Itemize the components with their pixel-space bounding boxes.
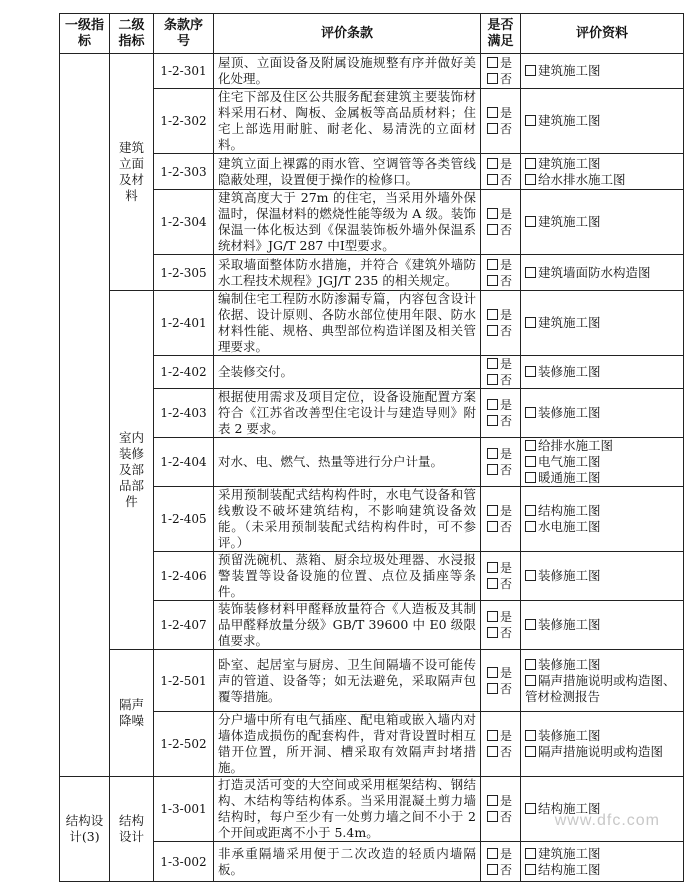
material-label: 建筑施工图 [538,63,601,78]
checkbox-no[interactable] [487,681,516,697]
material-label: 结构施工图 [538,861,601,877]
checkbox-square-icon[interactable] [487,464,498,475]
material-label: 给排水施工图 [538,438,614,453]
material-label: 暖通施工图 [538,470,601,485]
checkbox-label: 否 [500,223,513,237]
checkbox-no[interactable] [487,172,516,188]
checkbox-square-icon[interactable] [525,570,536,581]
material-item[interactable] [525,315,679,331]
checkbox-square-icon[interactable] [487,107,498,118]
material-label: 装修施工图 [538,568,601,583]
material-label: 给水排水施工图 [538,171,626,187]
table-row [60,650,684,712]
material-item[interactable] [525,617,679,633]
materials-cell [521,438,684,487]
checkbox-yes[interactable] [487,257,516,273]
clause-text: 建筑立面上裸露的雨水管、空调管等各类管线隐蔽处理，设置便于操作的检修口。 [214,154,481,190]
checkbox-label: 否 [500,172,513,187]
material-item[interactable] [525,519,679,535]
checkbox-label: 否 [500,122,513,136]
checkbox-no[interactable] [487,121,516,137]
material-item[interactable] [525,846,679,862]
checkbox-square-icon[interactable] [525,216,536,227]
checkbox-square-icon[interactable] [487,683,498,694]
materials-cell [521,712,684,777]
material-label: 建筑墙面防水构造图 [538,264,651,280]
checkbox-label: 否 [500,626,513,640]
checkbox-label: 否 [500,273,513,288]
material-item[interactable] [525,63,679,79]
satisfied-cell [481,842,521,882]
satisfied-cell [481,89,521,154]
materials-cell [521,842,684,882]
table-row [60,712,684,777]
material-item[interactable] [525,744,679,760]
material-item[interactable] [525,470,679,486]
material-label: 装修施工图 [538,617,601,632]
checkbox-square-icon[interactable] [525,158,536,169]
clause-code: 1-2-301 [154,54,214,89]
checkbox-square-icon[interactable] [487,224,498,235]
checkbox-square-icon[interactable] [525,803,536,814]
satisfied-cell [481,54,521,89]
checkbox-no[interactable] [487,744,516,760]
table-row [60,487,684,552]
checkbox-square-icon[interactable] [525,267,536,278]
checkbox-yes[interactable] [487,356,516,372]
checkbox-label: 是 [500,106,513,120]
satisfied-cell [481,154,521,190]
checkbox-square-icon[interactable] [525,115,536,126]
clause-text: 卧室、起居室与厨房、卫生间隔墙不设可能传声的管道、设备等；如无法避免，采取隔声包覆等措施。 [214,650,481,712]
material-item[interactable] [525,862,679,878]
checkbox-yes[interactable] [487,55,516,71]
checkbox-yes[interactable] [487,503,516,519]
checkbox-square-icon[interactable] [525,848,536,859]
materials-cell [521,356,684,389]
checkbox-square-icon[interactable] [487,73,498,84]
satisfied-cell [481,255,521,291]
material-label: 建筑施工图 [538,155,601,171]
checkbox-square-icon[interactable] [487,374,498,385]
checkbox-square-icon[interactable] [487,627,498,638]
checkbox-square-icon[interactable] [525,659,536,670]
checkbox-square-icon[interactable] [487,521,498,532]
checkbox-label: 是 [500,257,513,272]
material-label: 装修施工图 [538,364,601,379]
checkbox-square-icon[interactable] [487,358,498,369]
checkbox-label: 否 [500,463,513,477]
clause-code: 1-2-303 [154,154,214,190]
checkbox-yes[interactable] [487,156,516,172]
checkbox-label: 否 [500,810,513,824]
material-label: 建筑施工图 [538,214,601,229]
checkbox-yes[interactable] [487,560,516,576]
checkbox-square-icon[interactable] [487,123,498,134]
clause-code: 1-3-001 [154,777,214,842]
checkbox-yes[interactable] [487,446,516,462]
checkbox-square-icon[interactable] [487,325,498,336]
checkbox-no[interactable] [487,222,516,238]
table-row [60,389,684,438]
checkbox-square-icon[interactable] [487,57,498,68]
clause-code: 1-2-401 [154,291,214,356]
materials-cell [521,54,684,89]
table-row [60,356,684,389]
checkbox-no[interactable] [487,413,516,429]
clause-text: 非承重隔墙采用便于二次改造的轻质内墙隔板。 [214,842,481,882]
materials-cell [521,487,684,552]
checkbox-no[interactable] [487,372,516,388]
header-materials: 评价资料 [521,14,684,54]
checkbox-square-icon[interactable] [525,440,536,451]
materials-cell [521,389,684,438]
material-item[interactable] [525,728,679,744]
checkbox-square-icon[interactable] [487,259,498,270]
materials-cell [521,601,684,650]
satisfied-cell [481,487,521,552]
checkbox-square-icon[interactable] [525,730,536,741]
checkbox-square-icon[interactable] [525,521,536,532]
checkbox-label: 是 [500,308,513,322]
checkbox-square-icon[interactable] [525,65,536,76]
material-item[interactable] [525,673,679,705]
checkbox-square-icon[interactable] [487,174,498,185]
material-item[interactable] [525,113,679,129]
clause-code: 1-3-002 [154,842,214,882]
checkbox-square-icon[interactable] [487,208,498,219]
checkbox-label: 是 [500,504,513,518]
material-label: 建筑施工图 [538,113,601,128]
header-level1: 一级指标 [60,14,110,54]
clause-text: 全装修交付。 [214,356,481,389]
group-structure: 结构设计 [110,777,154,882]
material-item[interactable] [525,265,679,281]
satisfied-cell [481,552,521,601]
material-item[interactable] [525,172,679,188]
satisfied-cell [481,777,521,842]
material-item[interactable] [525,156,679,172]
table-row [60,255,684,291]
checkbox-label: 是 [500,207,513,221]
table-row [60,438,684,487]
clause-text: 装饰装修材料甲醛释放量符合《人造板及其制品甲醛释放量分级》GB/T 39600 中 E0 级限值要求。 [214,601,481,650]
checkbox-yes[interactable] [487,728,516,744]
watermark: www.dfc.com [554,812,660,829]
table-row [60,89,684,154]
checkbox-label: 否 [500,681,513,696]
checkbox-no[interactable] [487,273,516,289]
material-item[interactable] [525,214,679,230]
satisfied-cell [481,389,521,438]
checkbox-no[interactable] [487,71,516,87]
checkbox-label: 否 [500,745,513,759]
satisfied-cell [481,190,521,255]
clause-code: 1-2-407 [154,601,214,650]
material-label: 建筑施工图 [538,845,601,861]
checkbox-square-icon[interactable] [487,505,498,516]
material-item[interactable] [525,568,679,584]
checkbox-square-icon[interactable] [487,275,498,286]
checkbox-yes[interactable] [487,307,516,323]
checkbox-no[interactable] [487,519,516,535]
materials-cell [521,154,684,190]
evaluation-table [59,13,684,882]
checkbox-no[interactable] [487,809,516,825]
checkbox-no[interactable] [487,576,516,592]
clause-code: 1-2-404 [154,438,214,487]
checkbox-label: 否 [500,324,513,338]
material-label: 电气施工图 [538,454,601,469]
material-label: 结构施工图 [538,801,601,816]
checkbox-label: 否 [500,72,513,86]
checkbox-yes[interactable] [487,397,516,413]
checkbox-label: 是 [500,447,513,461]
checkbox-square-icon[interactable] [525,864,536,875]
checkbox-square-icon[interactable] [487,309,498,320]
checkbox-label: 是 [500,357,513,371]
satisfied-cell [481,438,521,487]
clause-text: 打造灵活可变的大空间或采用框架结构、钢结构、木结构等结构体系。当采用混凝土剪力墙结构时，每户至少有一处剪力墙之间不小于 2 个开间或距离不小于 5.4m。 [214,777,481,842]
satisfied-cell [481,291,521,356]
checkbox-square-icon[interactable] [487,730,498,741]
checkbox-label: 是 [500,610,513,624]
checkbox-square-icon[interactable] [525,366,536,377]
table-row [60,190,684,255]
clause-text: 建筑高度大于 27m 的住宅，当采用外墙外保温时，保温材料的燃烧性能等级为 A 级。装饰保温一体化板达到《保温装饰板外墙外保温系统材料》JG/T 287 中Ⅰ型要求。 [214,190,481,255]
table-row [60,291,684,356]
checkbox-square-icon[interactable] [525,505,536,516]
checkbox-yes[interactable] [487,105,516,121]
checkbox-square-icon[interactable] [487,399,498,410]
material-label: 结构施工图 [538,503,601,518]
materials-cell [521,291,684,356]
checkbox-square-icon[interactable] [525,317,536,328]
header-satisfied: 是否满足 [481,14,521,54]
group-building-facade: 建筑立面及材料 [110,54,154,291]
clause-text: 根据使用需求及项目定位，设备设施配置方案符合《江苏省改善型住宅设计与建造导则》附表 2 要求。 [214,389,481,438]
checkbox-square-icon[interactable] [525,675,536,686]
checkbox-no[interactable] [487,625,516,641]
checkbox-square-icon[interactable] [525,456,536,467]
level1-cell [60,54,110,777]
checkbox-square-icon[interactable] [525,746,536,757]
checkbox-square-icon[interactable] [487,158,498,169]
table-row [60,552,684,601]
clause-code: 1-2-502 [154,712,214,777]
checkbox-yes[interactable] [487,665,516,681]
checkbox-square-icon[interactable] [487,415,498,426]
checkbox-yes[interactable] [487,793,516,809]
material-item[interactable] [525,454,679,470]
checkbox-label: 是 [500,729,513,743]
checkbox-square-icon[interactable] [525,619,536,630]
table-row [60,842,684,882]
checkbox-yes[interactable] [487,846,516,862]
checkbox-label: 是 [500,846,513,861]
checkbox-no[interactable] [487,862,516,878]
satisfied-cell [481,601,521,650]
checkbox-label: 否 [500,577,513,591]
table-row [60,54,684,89]
checkbox-square-icon[interactable] [487,848,498,859]
checkbox-square-icon[interactable] [487,611,498,622]
material-label: 隔声措施说明或构造图 [538,744,664,759]
table-row [60,154,684,190]
material-label: 水电施工图 [538,519,601,534]
checkbox-square-icon[interactable] [525,174,536,185]
satisfied-cell [481,712,521,777]
material-label: 建筑施工图 [538,315,601,330]
checkbox-square-icon[interactable] [487,795,498,806]
checkbox-square-icon[interactable] [487,578,498,589]
checkbox-label: 是 [500,794,513,808]
checkbox-square-icon[interactable] [525,472,536,483]
checkbox-yes[interactable] [487,206,516,222]
clause-text: 分户墙中所有电气插座、配电箱或嵌入墙内对墙体造成损伤的配套构件，背对背设置时相互错开位置，所开洞、槽采取有效隔声封堵措施。 [214,712,481,777]
materials-cell [521,89,684,154]
checkbox-label: 是 [500,156,513,171]
clause-text: 采用预制装配式结构构件时，水电气设备和管线敷设不破坏建筑结构，不影响建筑设备效能。（未采用预制装配式结构构件时，可不参评。） [214,487,481,552]
satisfied-cell [481,356,521,389]
material-item[interactable] [525,405,679,421]
clause-text: 编制住宅工程防水防渗漏专篇，内容包含设计依据、设计原则、各防水部位使用年限、防水材料性能、规格、典型部位构造详图及相关管理要求。 [214,291,481,356]
materials-cell [521,650,684,712]
header-row [60,14,684,54]
checkbox-square-icon[interactable] [525,407,536,418]
checkbox-no[interactable] [487,462,516,478]
header-level2: 二级指标 [110,14,154,54]
material-item[interactable] [525,503,679,519]
clause-code: 1-2-501 [154,650,214,712]
table-row [60,601,684,650]
group-interior: 室内装修及部品部件 [110,291,154,650]
checkbox-label: 否 [500,373,513,387]
materials-cell [521,190,684,255]
clause-code: 1-2-403 [154,389,214,438]
clause-text: 采取墙面整体防水措施，并符合《建筑外墙防水工程技术规程》JGJ/T 235 的相关规定。 [214,255,481,291]
clause-code: 1-2-305 [154,255,214,291]
material-item[interactable] [525,364,679,380]
material-label: 隔声措施说明或构造图、管材检测报告 [525,672,676,704]
checkbox-square-icon[interactable] [487,746,498,757]
checkbox-square-icon[interactable] [487,562,498,573]
checkbox-square-icon[interactable] [487,667,498,678]
clause-code: 1-2-402 [154,356,214,389]
clause-text: 住宅下部及住区公共服务配套建筑主要装饰材料采用石材、陶板、金属板等高品质材料；住宅上部选用耐脏、耐老化、易清洗的立面材料。 [214,89,481,154]
header-clause: 评价条款 [214,14,481,54]
group-sound-insulation: 隔声降噪 [110,650,154,777]
checkbox-label: 否 [500,414,513,428]
clause-code: 1-2-406 [154,552,214,601]
clause-text: 屋顶、立面设备及附属设施规整有序并做好美化处理。 [214,54,481,89]
material-item[interactable] [525,657,679,673]
clause-text: 预留洗碗机、蒸箱、厨余垃圾处理器、水浸报警装置等设备设施的位置、点位及插座等条件。 [214,552,481,601]
header-code: 条款序号 [154,14,214,54]
table-row [60,777,684,842]
material-label: 装修施工图 [538,656,601,672]
checkbox-no[interactable] [487,323,516,339]
checkbox-label: 否 [500,862,513,877]
checkbox-square-icon[interactable] [487,811,498,822]
checkbox-label: 是 [500,561,513,575]
material-label: 装修施工图 [538,728,601,743]
clause-code: 1-2-405 [154,487,214,552]
clause-code: 1-2-302 [154,89,214,154]
checkbox-label: 否 [500,520,513,534]
material-item[interactable] [525,438,679,454]
material-label: 装修施工图 [538,405,601,420]
materials-cell [521,255,684,291]
clause-code: 1-2-304 [154,190,214,255]
checkbox-label: 是 [500,665,513,680]
checkbox-yes[interactable] [487,609,516,625]
level1-structure: 结构设计(3) [60,777,110,882]
satisfied-cell [481,650,521,712]
checkbox-square-icon[interactable] [487,448,498,459]
checkbox-label: 是 [500,398,513,412]
clause-text: 对水、电、燃气、热量等进行分户计量。 [214,438,481,487]
materials-cell [521,777,684,842]
checkbox-square-icon[interactable] [487,864,498,875]
checkbox-label: 是 [500,56,513,70]
materials-cell [521,552,684,601]
